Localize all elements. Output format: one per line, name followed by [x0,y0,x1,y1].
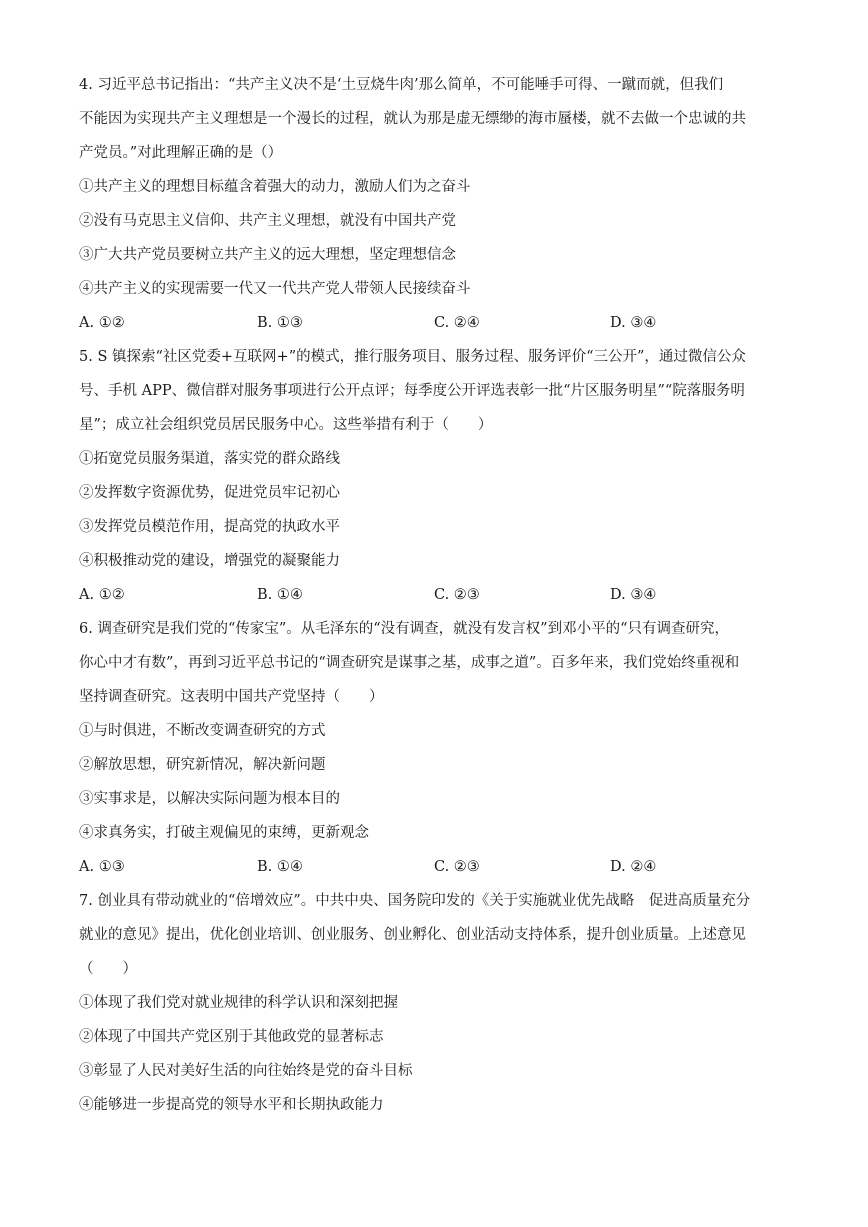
option-b[interactable]: B. ①③ [257,315,303,331]
statement-3: ③彰显了人民对美好生活的向往始终是党的奋斗目标 [79,1063,413,1079]
statement-4: ④能够进一步提高党的领导水平和长期执政能力 [79,1097,384,1113]
question-stem-line: （ ） [79,961,137,977]
statement-4: ④积极推动党的建设，增强党的凝聚能力 [79,553,340,569]
answer-options [79,306,799,340]
answer-options [79,578,799,612]
question-stem-line: 6. 调查研究是我们党的“传家宝”。从毛泽东的“没有调查，就没有发言权”到邓小平的“只有调查研究， [79,621,730,637]
statement-3: ③实事求是，以解决实际问题为根本目的 [79,791,340,807]
question-stem-line: 7. 创业具有带动就业的“倍增效应”。中共中央、国务院印发的《关于实施就业优先战略 促进高质量充分 [79,893,751,909]
statement-4: ④求真务实，打破主观偏见的束缚，更新观念 [79,825,369,841]
question-stem-line: 产党员。”对此理解正确的是（） [79,145,283,161]
statement-2: ②体现了中国共产党区别于其他政党的显著标志 [79,1029,384,1045]
question-stem-line: 星”；成立社会组织党员居民服务中心。这些举措有利于（ ） [79,417,493,433]
option-d[interactable]: D. ③④ [610,315,657,331]
option-c[interactable]: C. ②③ [434,859,480,875]
option-d[interactable]: D. ③④ [610,587,657,603]
option-c[interactable]: C. ②④ [434,315,480,331]
statement-1: ①拓宽党员服务渠道，落实党的群众路线 [79,451,340,467]
question-stem-line: 不能因为实现共产主义理想是一个漫长的过程，就认为那是虚无缥缈的海市蜃楼，就不去做一个忠诚的共 [79,111,746,127]
option-c[interactable]: C. ②③ [434,587,480,603]
statement-1: ①体现了我们党对就业规律的科学认识和深刻把握 [79,995,398,1011]
option-a[interactable]: A. ①② [79,587,125,603]
option-d[interactable]: D. ②④ [610,859,657,875]
question-stem-line: 号、手机 APP、微信群对服务事项进行公开点评；每季度公开评选表彰一批“片区服务明星”“院落服务明 [79,383,745,399]
question-4 [79,68,799,340]
question-6 [79,612,799,884]
statement-2: ②发挥数字资源优势，促进党员牢记初心 [79,485,340,501]
option-b[interactable]: B. ①④ [257,859,303,875]
question-7 [79,884,799,1122]
statement-2: ②没有马克思主义信仰、共产主义理想，就没有中国共产党 [79,213,456,229]
statement-3: ③广大共产党员要树立共产主义的远大理想，坚定理想信念 [79,247,456,263]
question-stem-line: 4. 习近平总书记指出：“共产主义决不是‘土豆烧牛肉’那么简单，不可能唾手可得、一蹴而就，但我们 [79,77,724,93]
answer-options [79,850,799,884]
option-a[interactable]: A. ①② [79,315,125,331]
option-a[interactable]: A. ①③ [79,859,125,875]
statement-1: ①与时俱进，不断改变调查研究的方式 [79,723,326,739]
question-stem-line: 5. S 镇探索“社区党委+互联网+”的模式，推行服务项目、服务过程、服务评价“三公开”，通过微信公众 [79,349,746,365]
statement-3: ③发挥党员模范作用，提高党的执政水平 [79,519,340,535]
statement-2: ②解放思想，研究新情况，解决新问题 [79,757,326,773]
statement-4: ④共产主义的实现需要一代又一代共产党人带领人民接续奋斗 [79,281,471,297]
question-stem-line: 就业的意见》提出，优化创业培训、创业服务、创业孵化、创业活动支持体系，提升创业质量。上述意见 [79,927,746,943]
question-5 [79,340,799,612]
question-stem-line: 你心中才有数”，再到习近平总书记的“调查研究是谋事之基，成事之道”。百多年来，我们党始终重视和 [79,655,740,671]
option-b[interactable]: B. ①④ [257,587,303,603]
question-stem-line: 坚持调查研究。这表明中国共产党坚持（ ） [79,689,384,705]
statement-1: ①共产主义的理想目标蕴含着强大的动力，激励人们为之奋斗 [79,179,471,195]
